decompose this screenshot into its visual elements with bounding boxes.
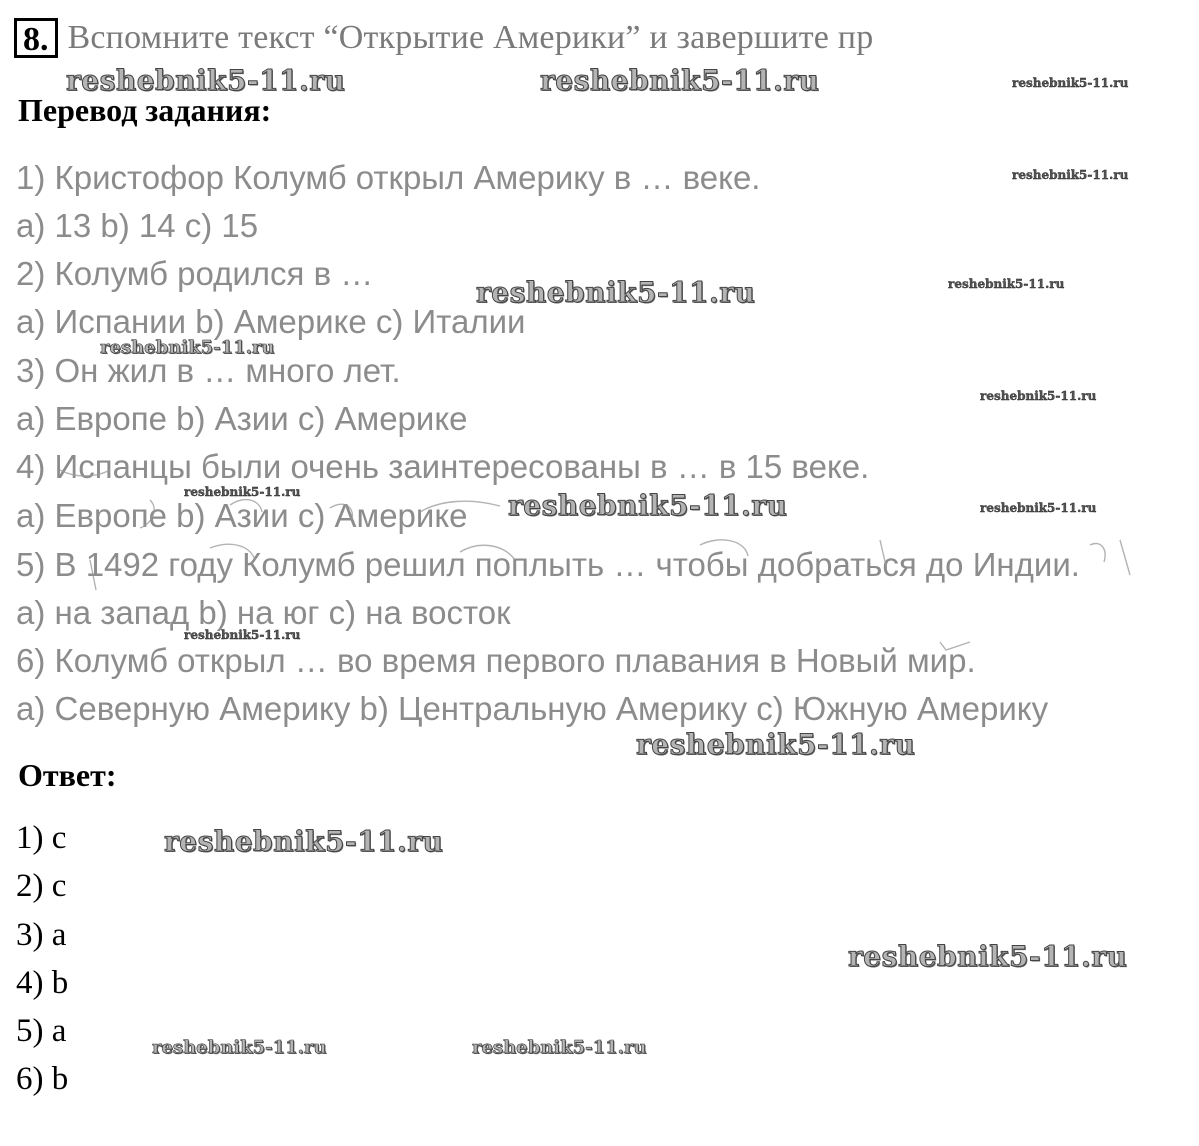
translation-heading: Перевод задания: [18, 92, 272, 128]
watermark: reshebnik5-11.ru [66, 64, 346, 97]
answer-line: 5) a [16, 1013, 67, 1049]
question-line: 5) В 1492 году Колумб решил поплыть … чтобы добраться до Индии. [16, 546, 1080, 583]
watermark: reshebnik5-11.ru [948, 277, 1065, 291]
watermark: reshebnik5-11.ru [540, 64, 820, 97]
watermark: reshebnik5-11.ru [508, 489, 788, 522]
answer-line: 3) a [16, 917, 67, 953]
answer-line: 1) c [16, 820, 67, 856]
watermark: reshebnik5-11.ru [848, 940, 1128, 973]
answer-heading: Ответ: [18, 757, 117, 793]
watermark: reshebnik5-11.ru [100, 337, 275, 358]
options-line: а) Европе b) Азии c) Америке [16, 400, 468, 437]
task-number-box: 8. [14, 18, 58, 58]
options-line: а) Северную Америку b) Центральную Америку c) Южную Америку [16, 690, 1049, 727]
question-line: 3) Он жил в … много лет. [16, 352, 401, 389]
question-line: 2) Колумб родился в … [16, 255, 374, 292]
options-line: а) на запад b) на юг c) на восток [16, 594, 511, 631]
options-line: а) Испании b) Америке c) Италии [16, 303, 526, 340]
watermark: reshebnik5-11.ru [636, 728, 916, 761]
watermark: reshebnik5-11.ru [1012, 76, 1129, 90]
answer-line: 6) b [16, 1061, 69, 1097]
question-line: 4) Испанцы были очень заинтересованы в … в 15 веке. [16, 448, 870, 485]
question-line: 1) Кристофор Колумб открыл Америку в … веке. [16, 159, 761, 196]
options-line: а) Европе b) Азии c) Америке [16, 497, 468, 534]
watermark: reshebnik5-11.ru [184, 628, 301, 642]
watermark: reshebnik5-11.ru [472, 1037, 647, 1058]
watermark: reshebnik5-11.ru [184, 485, 301, 499]
answer-line: 4) b [16, 965, 69, 1001]
watermark: reshebnik5-11.ru [980, 501, 1097, 515]
question-line: 6) Колумб открыл … во время первого плавания в Новый мир. [16, 642, 976, 679]
watermark: reshebnik5-11.ru [1012, 168, 1129, 182]
watermark: reshebnik5-11.ru [476, 276, 756, 309]
task-header [14, 18, 873, 58]
options-line: а) 13 b) 14 c) 15 [16, 207, 259, 244]
answer-line: 2) c [16, 868, 67, 904]
task-title: Вспомните текст “Открытие Америки” и завершите пр [67, 19, 874, 56]
watermark: reshebnik5-11.ru [164, 825, 444, 858]
watermark: reshebnik5-11.ru [152, 1037, 327, 1058]
watermark: reshebnik5-11.ru [980, 389, 1097, 403]
